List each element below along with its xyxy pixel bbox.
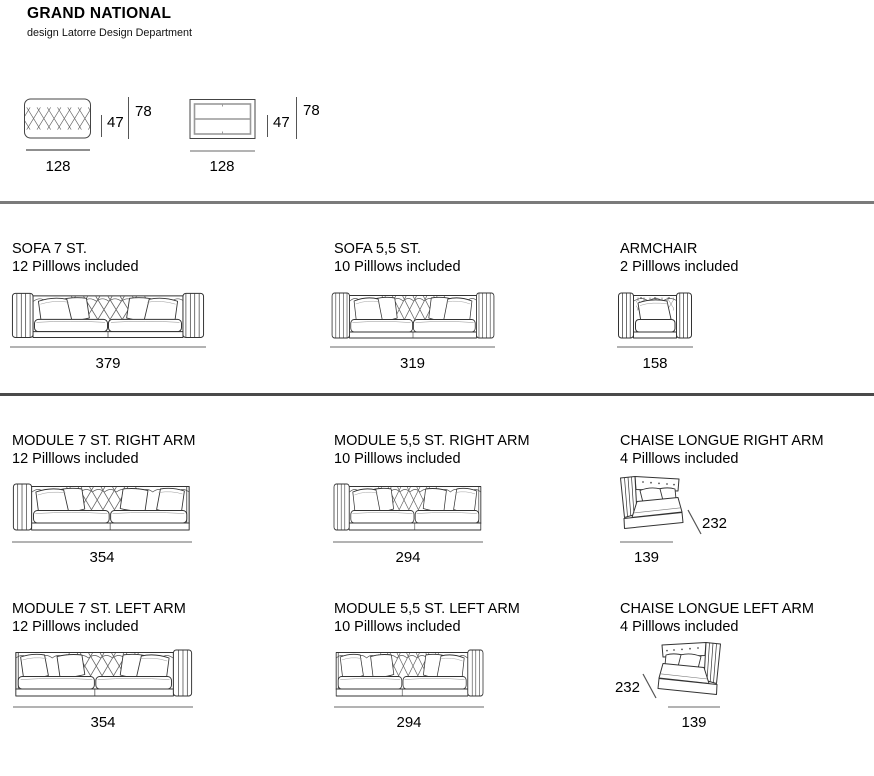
module-pillow-count: 2 Pilllows included	[620, 259, 739, 275]
depth-value: 232	[614, 679, 640, 696]
module-pillow-count: 12 Pilllows included	[12, 619, 139, 635]
module-title: MODULE 7 ST. RIGHT ARM	[12, 433, 196, 449]
cushion-total-height-tick	[128, 97, 129, 139]
width-value: 158	[642, 355, 668, 372]
width-value: 379	[95, 355, 121, 372]
depth-dimension-line	[641, 672, 659, 700]
width-value: 354	[89, 549, 115, 566]
width-value: 294	[395, 549, 421, 566]
module-pillow-count: 10 Pilllows included	[334, 619, 461, 635]
module-pillow-count: 10 Pilllows included	[334, 451, 461, 467]
module-title: SOFA 5,5 ST.	[334, 241, 422, 257]
module-title: CHAISE LONGUE RIGHT ARM	[620, 433, 824, 449]
cushion-width-line	[26, 149, 90, 151]
page-title: GRAND NATIONAL	[27, 5, 172, 22]
module-pillow-count: 4 Pilllows included	[620, 451, 739, 467]
module-pillow-count: 12 Pilllows included	[12, 259, 139, 275]
width-dimension-line	[617, 346, 693, 348]
cushion-seat-height-label: 47	[107, 114, 124, 131]
width-value: 139	[633, 549, 660, 566]
module-title: MODULE 7 ST. LEFT ARM	[12, 601, 186, 617]
width-dimension-line	[668, 706, 720, 708]
width-value: 294	[396, 714, 422, 731]
width-dimension-line	[620, 541, 673, 543]
width-dimension-line	[330, 346, 495, 348]
width-dimension-line	[13, 706, 193, 708]
section-divider-middle	[0, 393, 874, 396]
chaise-left-drawing	[650, 638, 726, 702]
structure-seat-height-label: 47	[273, 114, 290, 131]
sofa-55st-drawing	[330, 287, 496, 341]
module-7st-left-drawing	[12, 644, 194, 700]
cushion-seat-height-tick	[101, 115, 102, 137]
structure-front-diagram	[188, 97, 258, 141]
width-dimension-line	[334, 706, 484, 708]
structure-width-line	[190, 150, 255, 152]
module-7st-right-drawing	[11, 478, 193, 534]
structure-total-height-label: 78	[303, 102, 320, 119]
module-title: ARMCHAIR	[620, 241, 698, 257]
cushion-top-diagram	[23, 97, 93, 141]
module-title: SOFA 7 ST.	[12, 241, 87, 257]
structure-seat-height-tick	[267, 115, 268, 137]
module-title: MODULE 5,5 ST. LEFT ARM	[334, 601, 520, 617]
width-value: 354	[90, 714, 116, 731]
module-title: MODULE 5,5 ST. RIGHT ARM	[334, 433, 530, 449]
width-value: 319	[399, 355, 426, 372]
structure-width-label: 128	[209, 158, 235, 175]
width-dimension-line	[10, 346, 206, 348]
module-55st-left-drawing	[333, 644, 485, 700]
page-subtitle: design Latorre Design Department	[27, 27, 193, 39]
cushion-width-label: 128	[45, 158, 71, 175]
module-pillow-count: 10 Pilllows included	[334, 259, 461, 275]
structure-total-height-tick	[296, 97, 297, 139]
cushion-total-height-label: 78	[135, 103, 152, 120]
module-55st-right-drawing	[332, 478, 484, 534]
width-dimension-line	[333, 541, 483, 543]
width-dimension-line	[12, 541, 192, 543]
armchair-drawing	[616, 287, 694, 343]
sofa-7st-drawing	[10, 287, 206, 341]
width-value: 139	[681, 714, 707, 731]
module-title: CHAISE LONGUE LEFT ARM	[620, 601, 814, 617]
section-divider-top	[0, 201, 874, 204]
depth-value: 232	[702, 515, 728, 532]
module-pillow-count: 12 Pilllows included	[12, 451, 139, 467]
chaise-right-drawing	[615, 472, 691, 536]
module-pillow-count: 4 Pilllows included	[620, 619, 739, 635]
